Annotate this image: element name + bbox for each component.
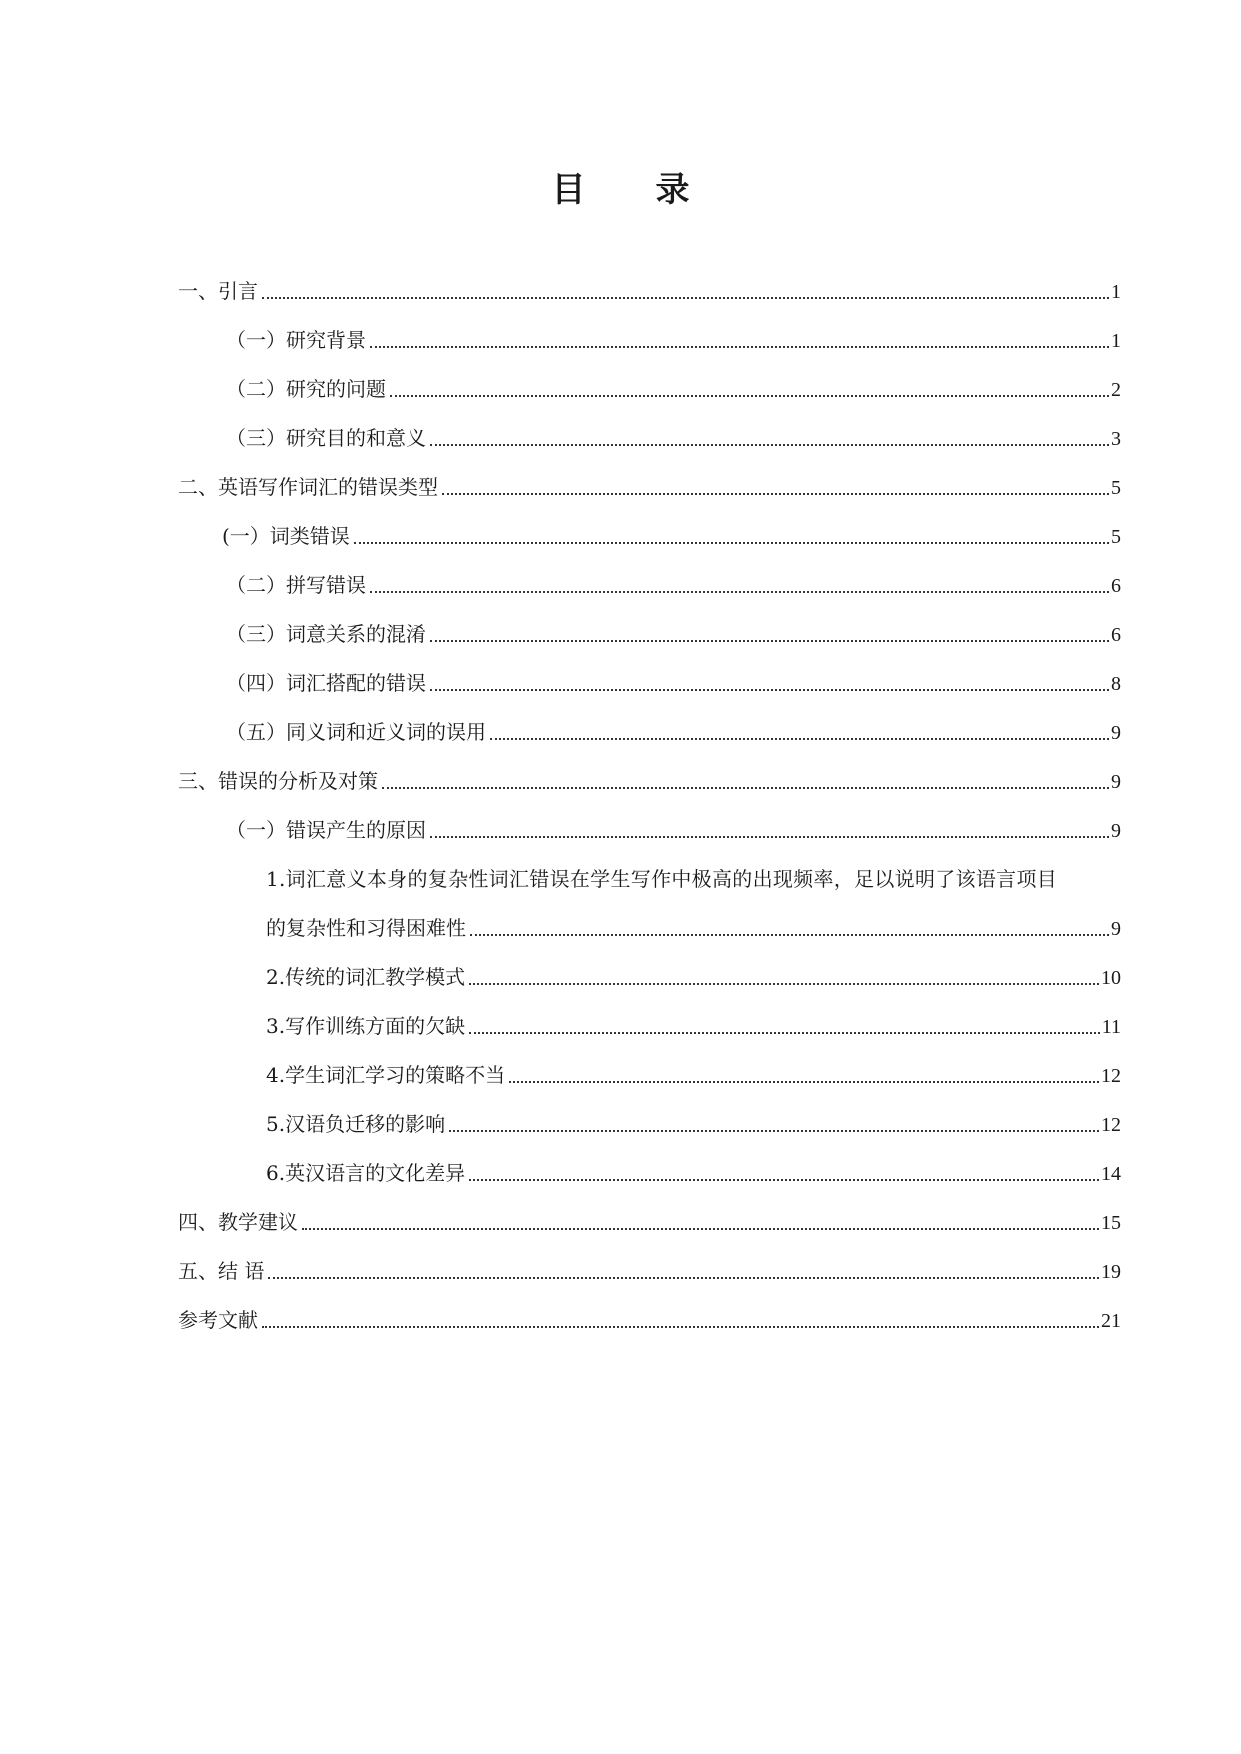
- toc-entry[interactable]: [178, 1296, 1121, 1345]
- toc-entry[interactable]: [178, 1247, 1121, 1296]
- toc-page-number: 6: [1111, 575, 1121, 597]
- toc-leader-dots: [390, 395, 1109, 397]
- toc-entry-label: （三）研究目的和意义: [226, 426, 426, 450]
- toc-entry-label: 五、结 语: [178, 1259, 265, 1283]
- toc-entry-label: 6.英汉语言的文化差异: [266, 1161, 466, 1185]
- toc-leader-dots: [382, 787, 1109, 789]
- toc-entry-label: （二）拼写错误: [226, 573, 366, 597]
- toc-entry-label: 4.学生词汇学习的策略不当: [266, 1063, 506, 1087]
- toc-leader-dots: [469, 1179, 1099, 1181]
- toc-entry-label: 二、英语写作词汇的错误类型: [178, 475, 438, 499]
- toc-page-number: 6: [1111, 624, 1121, 646]
- toc-entry-label: 四、教学建议: [178, 1210, 298, 1234]
- toc-entry[interactable]: [178, 1100, 1121, 1149]
- toc-leader-dots: [469, 1032, 1100, 1034]
- toc-leader-dots: [449, 1130, 1099, 1132]
- toc-entry-label: 的复杂性和习得困难性: [266, 916, 466, 940]
- toc-entry[interactable]: [178, 1051, 1121, 1100]
- toc-page-number: 19: [1101, 1261, 1121, 1283]
- toc-entry[interactable]: [178, 267, 1121, 316]
- toc-leader-dots: [509, 1081, 1099, 1083]
- toc-page-number: 9: [1111, 820, 1121, 842]
- toc-page-number: 2: [1111, 379, 1121, 401]
- toc-entry[interactable]: [178, 561, 1121, 610]
- toc-leader-dots: [262, 297, 1109, 299]
- toc-entry-label: （五）同义词和近义词的误用: [226, 720, 486, 744]
- toc-entry-label: 3.写作训练方面的欠缺: [266, 1014, 466, 1038]
- toc-entry[interactable]: [178, 708, 1121, 757]
- toc-entry[interactable]: [178, 806, 1121, 855]
- toc-entry-label: （一）错误产生的原因: [226, 818, 426, 842]
- toc-leader-dots: [370, 591, 1109, 593]
- toc-entry[interactable]: [178, 365, 1121, 414]
- toc-entry[interactable]: [178, 463, 1121, 512]
- toc-entry[interactable]: [178, 610, 1121, 659]
- toc-leader-dots: [442, 493, 1109, 495]
- toc-page-number: 5: [1111, 526, 1121, 548]
- toc-page-number: 9: [1111, 771, 1121, 793]
- toc-entry[interactable]: [178, 316, 1121, 365]
- toc-entry[interactable]: [178, 1198, 1121, 1247]
- toc-leader-dots: [354, 542, 1109, 544]
- toc-entry[interactable]: [178, 1002, 1121, 1051]
- toc-page-number: 15: [1101, 1212, 1121, 1234]
- toc-entry-label: (一）词类错误: [222, 524, 350, 548]
- toc-entry-label: 参考文献: [178, 1308, 258, 1332]
- toc-page-number: 1: [1111, 281, 1121, 303]
- toc-entry-label-line1: 1.词汇意义本身的复杂性词汇错误在学生写作中极高的出现频率，足以说明了该语言项目: [266, 867, 1058, 891]
- toc-entry[interactable]: [178, 414, 1121, 463]
- toc-entry-label: （二）研究的问题: [226, 377, 386, 401]
- toc-entry-label: 5.汉语负迁移的影响: [266, 1112, 446, 1136]
- toc-entry-label: 一、引言: [178, 279, 258, 303]
- toc-leader-dots: [370, 346, 1109, 348]
- toc-leader-dots: [268, 1277, 1099, 1279]
- toc-entry[interactable]: [178, 1149, 1121, 1198]
- toc-list: [178, 267, 1121, 1345]
- toc-leader-dots: [262, 1326, 1099, 1328]
- toc-page-number: 9: [1111, 722, 1121, 744]
- toc-page-number: 12: [1101, 1114, 1121, 1136]
- toc-page-number: 5: [1111, 477, 1121, 499]
- toc-page-number: 3: [1111, 428, 1121, 450]
- toc-page-number: 9: [1111, 918, 1121, 940]
- toc-leader-dots: [430, 640, 1109, 642]
- toc-entry-label: 三、错误的分析及对策: [178, 769, 378, 793]
- toc-entry[interactable]: [178, 512, 1121, 561]
- toc-entry-label: 2.传统的词汇教学模式: [266, 965, 466, 989]
- toc-page-number: 21: [1101, 1310, 1121, 1332]
- toc-leader-dots: [430, 836, 1109, 838]
- toc-entry[interactable]: [178, 659, 1121, 708]
- toc-leader-dots: [302, 1228, 1099, 1230]
- toc-title: 目 录: [551, 170, 708, 210]
- toc-entry[interactable]: [178, 953, 1121, 1002]
- toc-leader-dots: [490, 738, 1109, 740]
- toc-entry-label: （三）词意关系的混淆: [226, 622, 426, 646]
- toc-page-number: 10: [1101, 967, 1121, 989]
- toc-page-number: 11: [1101, 1016, 1121, 1038]
- toc-page-number: 8: [1111, 673, 1121, 695]
- toc-entry[interactable]: [178, 855, 1121, 953]
- toc-page-number: 12: [1101, 1065, 1121, 1087]
- toc-entry[interactable]: [178, 757, 1121, 806]
- toc-entry-label: （四）词汇搭配的错误: [226, 671, 426, 695]
- toc-page-number: 1: [1111, 330, 1121, 352]
- toc-entry-label: （一）研究背景: [226, 328, 366, 352]
- toc-leader-dots: [430, 689, 1109, 691]
- toc-leader-dots: [470, 934, 1109, 936]
- toc-page-number: 14: [1101, 1163, 1121, 1185]
- toc-leader-dots: [430, 444, 1109, 446]
- toc-leader-dots: [469, 983, 1099, 985]
